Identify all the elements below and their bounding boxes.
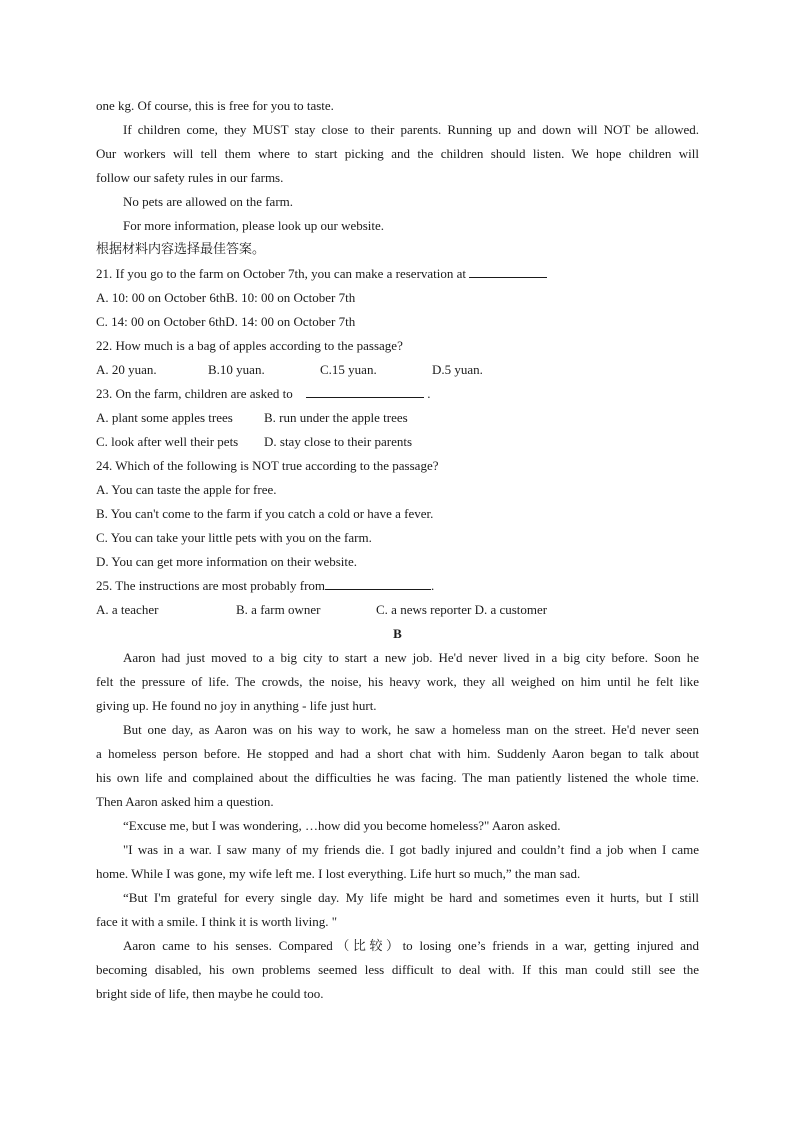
section-b-heading: B <box>393 626 402 641</box>
q23-option-b: B. run under the apple trees <box>264 410 408 425</box>
passage-a-line-3: Our workers will tell them where to start picking and the children should listen. We hope children will <box>96 146 699 161</box>
question-23-stem: 23. On the farm, children are asked to <box>96 386 293 401</box>
section-b-line-13: Aaron came to his senses. Compared（比较）to losing one’s friends in a war, getting injured and <box>123 938 699 953</box>
answer-blank-21 <box>469 264 547 278</box>
passage-a-line-5: No pets are allowed on the farm. <box>123 194 294 209</box>
section-b-line-14: becoming disabled, his own problems seemed less difficult to deal with. If this man could still see the <box>96 962 699 977</box>
q23-option-d: D. stay close to their parents <box>264 434 413 449</box>
q25-option-d: D. a customer <box>474 602 548 617</box>
question-25 <box>96 574 699 598</box>
q21-option-d: D. 14: 00 on October 7th <box>225 314 356 329</box>
question-22-options <box>96 358 699 382</box>
question-23-end: . <box>427 386 431 401</box>
section-b-line-8: “Excuse me, but I was wondering, …how did you become homeless?" Aaron asked. <box>123 818 561 833</box>
question-23-options-cd <box>96 430 699 454</box>
q25-option-b: B. a farm owner <box>236 602 321 617</box>
q21-option-c: C. 14: 00 on October 6th <box>96 314 226 329</box>
answer-blank-25 <box>325 576 431 590</box>
q22-option-c: C.15 yuan. <box>320 362 377 377</box>
q24-option-c: C. You can take your little pets with you on the farm. <box>96 530 372 545</box>
answer-blank-23 <box>306 384 424 398</box>
q23-option-a: A. plant some apples trees <box>96 410 233 425</box>
q22-option-b: B.10 yuan. <box>208 362 265 377</box>
q21-option-a: A. 10: 00 on October 6th <box>96 290 226 305</box>
section-b-line-3: giving up. He found no joy in anything - life just hurt. <box>96 698 377 713</box>
section-b-line-4: But one day, as Aaron was on his way to work, he saw a homeless man on the street. He'd never seen <box>123 722 699 737</box>
question-21-options-ab <box>96 286 699 310</box>
section-b-line-10: home. While I was gone, my wife left me. I lost everything. Life hurt so much,” the man sad. <box>96 866 581 881</box>
section-b-line-6: his own life and complained about the difficulties he was facing. The man patiently listened the whole time. <box>96 770 699 785</box>
question-21-stem: 21. If you go to the farm on October 7th, you can make a reservation at <box>96 266 467 281</box>
section-b-line-15: bright side of life, then maybe he could too. <box>96 986 324 1001</box>
passage-a-line-4: follow our safety rules in our farms. <box>96 170 284 185</box>
question-25-options <box>96 598 699 622</box>
passage-a-line-1: one kg. Of course, this is free for you to taste. <box>96 98 334 113</box>
question-23-options-ab <box>96 406 699 430</box>
section-b-line-2: felt the pressure of life. The crowds, the noise, his heavy work, they all weighed on him until he felt like <box>96 674 699 689</box>
passage-a-line-2: If children come, they MUST stay close to their parents. Running up and down will NOT be allowed. <box>123 122 699 137</box>
instruction-text: 根据材料内容选择最佳答案。 <box>96 242 266 257</box>
question-25-stem: 25. The instructions are most probably from <box>96 578 326 593</box>
question-23 <box>96 382 699 406</box>
question-21 <box>96 262 699 286</box>
section-b-line-11: “But I'm grateful for every single day. My life might be hard and sometimes even it hurts, but I still <box>123 890 699 905</box>
section-b-line-1: Aaron had just moved to a big city to start a new job. He'd never lived in a big city before. Soon he <box>123 650 699 665</box>
section-b-line-5: a homeless person before. He stopped and had a short chat with him. Suddenly Aaron began to talk about <box>96 746 699 761</box>
q22-option-d: D.5 yuan. <box>432 362 483 377</box>
document-page <box>96 94 699 1006</box>
q21-option-b: B. 10: 00 on October 7th <box>225 290 356 305</box>
question-22: 22. How much is a bag of apples according to the passage? <box>96 338 403 353</box>
q24-option-a: A. You can taste the apple for free. <box>96 482 277 497</box>
section-b-line-9: "I was in a war. I saw many of my friends die. I got badly injured and couldn’t find a job when I came <box>123 842 699 857</box>
question-25-end: . <box>431 578 435 593</box>
q25-option-a: A. a teacher <box>96 602 159 617</box>
passage-a-line-6: For more information, please look up our website. <box>123 218 385 233</box>
question-21-options-cd <box>96 310 699 334</box>
q22-option-a: A. 20 yuan. <box>96 362 157 377</box>
q24-option-b: B. You can't come to the farm if you catch a cold or have a fever. <box>96 506 434 521</box>
section-b-line-12: face it with a smile. I think it is worth living. " <box>96 914 338 929</box>
section-b-line-7: Then Aaron asked him a question. <box>96 794 274 809</box>
q23-option-c: C. look after well their pets <box>96 434 239 449</box>
question-24: 24. Which of the following is NOT true according to the passage? <box>96 458 439 473</box>
q25-option-c: C. a news reporter <box>376 602 472 617</box>
q24-option-d: D. You can get more information on their website. <box>96 554 358 569</box>
